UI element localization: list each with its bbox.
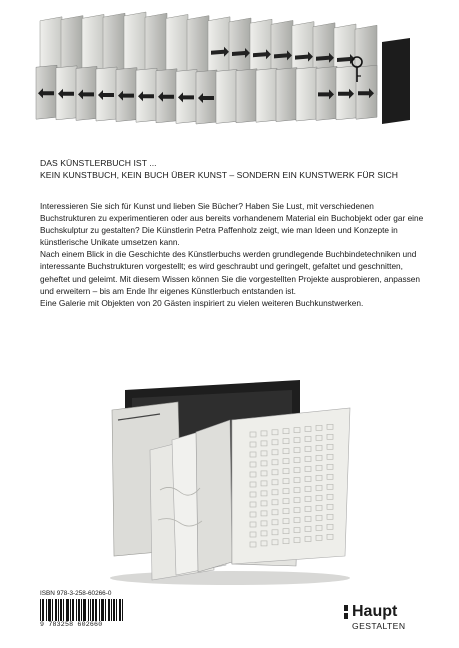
haupt-logo-mark-icon: [344, 604, 349, 620]
blurb-text: [40, 200, 432, 309]
barcode-icon: [40, 599, 124, 621]
publisher-logo: [344, 603, 434, 632]
blurb-paragraph-1: Interessieren Sie sich für Kunst und lieben Sie Bücher? Haben Sie Lust, mit verschiedenen Buchstrukturen zu experimentieren oder aus bereits vorhandenem Material ein Buchobjekt oder gar eine Buchskulptur zu gestalten? Die Künstlerin Petra Paffenholz zeigt, wie man Ideen und Konzepte in künstlerische Unikate umsetzen kann.: [40, 201, 424, 248]
blurb-paragraph-3: Eine Galerie mit Objekten von 20 Gästen inspiriert zu vielen weiteren Buchkunstwerken.: [40, 297, 364, 308]
barcode-digits: 9 783258 602660: [40, 621, 103, 628]
blurb-paragraph-2: Nach einem Blick in die Geschichte des Künstlerbuchs werden grundlegende Buchbindetechniken und interessante Buchstrukturen vorgestellt; es wird geschraubt und geringelt, gefaltet und geschnitten, geheftet und geleimt. Mit diesem Wissen können Sie die vorgestellten Projekte ausprobieren, anpassen und erweitern – bis am Ende Ihr eigenes Künstlerbuch entstanden ist.: [40, 249, 421, 296]
accordion-book-photo: [0, 0, 459, 150]
isbn-block: [40, 590, 124, 629]
isbn-label: ISBN 978-3-258-60266-0: [40, 590, 112, 597]
headline: [40, 157, 440, 181]
headline-line-2: KEIN KUNSTBUCH, KEIN BUCH ÜBER KUNST – SONDERN EIN KUNSTWERK FÜR SICH: [40, 170, 399, 180]
open-book-photo: [0, 380, 459, 590]
headline-line-1: DAS KÜNSTLERBUCH IST ...: [40, 158, 157, 168]
publisher-imprint: GESTALTEN: [352, 621, 406, 631]
publisher-name: Haupt: [352, 603, 398, 620]
